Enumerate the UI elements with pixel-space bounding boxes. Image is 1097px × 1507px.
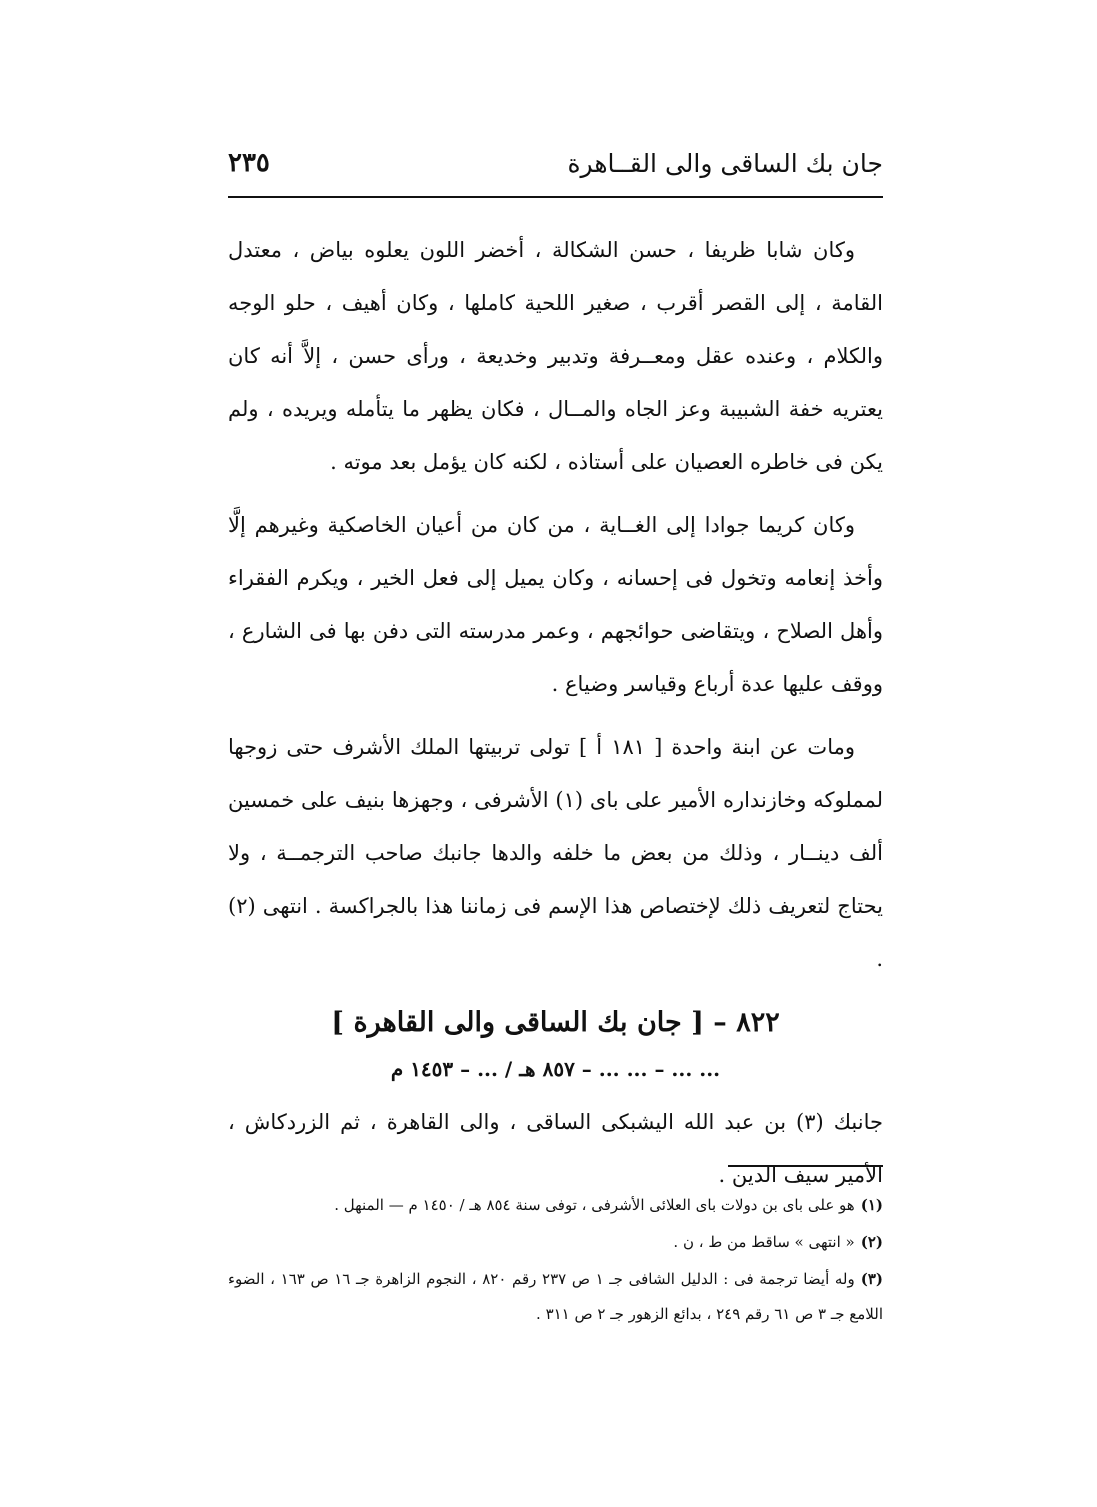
body-text <box>228 224 883 1202</box>
footnote <box>228 1262 883 1332</box>
paragraph: ومات عن ابنة واحدة [ ١٨١ أ ] تولى تربيتها الملك الأشرف حتى زوجها لمملوكه وخازنداره الأمير على باى (١) الأشرفى ، وجهزها بنيف على خمسين ألف دينــار ، وذلك من بعض ما خلفه والدها جانبك صاحب الترجمــة ، ولا يحتاج لتعريف ذلك لإختصاص هذا الإسم فى زماننا هذا بالجراكسة . انتهى (٢) . <box>228 735 883 971</box>
footnote-text: وله أيضا ترجمة فى : الدليل الشافى جـ ١ ص ٢٣٧ رقم ٨٢٠ ، النجوم الزاهرة جـ ١٦ ص ١٦٣ ، الضوء اللامع جـ ٣ ص ٦١ رقم ٢٤٩ ، بدائع الزهور جـ ٢ ص ٣١١ . <box>228 1270 883 1323</box>
footnote <box>228 1188 883 1223</box>
footnotes <box>228 1188 883 1334</box>
entry-title: ٨٢٢ – [ جان بك الساقى والى القاهرة ] <box>331 1007 780 1038</box>
footnote-text: « انتهى » ساقط من ط ، ن . <box>673 1233 855 1251</box>
page-number: ٢٣٥ <box>228 148 270 178</box>
footnote <box>228 1225 883 1260</box>
paragraph: وكان شابا ظريفا ، حسن الشكالة ، أخضر اللون يعلوه بياض ، معتدل القامة ، إلى القصر أقرب ، صغير اللحية كاملها ، وكان أهيف ، حلو الوجه والكلام ، وعنده عقل ومعــرفة وتدبير وخديعة ، ورأى حسن ، إلاَّ أنه كان يعتريه خفة الشبيبة وعز الجاه والمــال ، فكان يظهر ما يتأمله ويريده ، ولم يكن فى خاطره العصيان على أستاذه ، لكنه كان يؤمل بعد موته . <box>228 238 883 474</box>
entry-paragraph: جانبك (٣) بن عبد الله اليشبكى الساقى ، والى القاهرة ، ثم الزردكاش ، الأمير سيف الدين . <box>228 1110 883 1187</box>
paragraph: وكان كريما جوادا إلى الغــاية ، من كان من أعيان الخاصكية وغيرهم إلَّا وأخذ إنعامه وتخول فى إحسانه ، وكان يميل إلى فعل الخير ، ويكرم الفقراء وأهل الصلاح ، ويتقاضى حوائجهم ، وعمر مدرسته التى دفن بها فى الشارع ، ووقف عليها عدة أرباع وقياسر وضياع . <box>228 513 883 696</box>
footnote-text: هو على باى بن دولات باى العلائى الأشرفى ، توفى سنة ٨٥٤ هـ / ١٤٥٠ م — المنهل . <box>334 1196 855 1214</box>
header-rule <box>228 196 883 198</box>
running-title: جان بك الساقى والى القــاهرة <box>567 148 883 178</box>
footnote-number: (٢) <box>860 1233 883 1251</box>
footnote-number: (٣) <box>860 1270 883 1288</box>
footnote-number: (١) <box>860 1196 883 1214</box>
footnote-rule <box>728 1165 883 1167</box>
entry-dates: ... ... – ... ... – ٨٥٧ هـ / ... – ١٤٥٣ م <box>390 1057 721 1081</box>
page-header <box>228 138 883 188</box>
